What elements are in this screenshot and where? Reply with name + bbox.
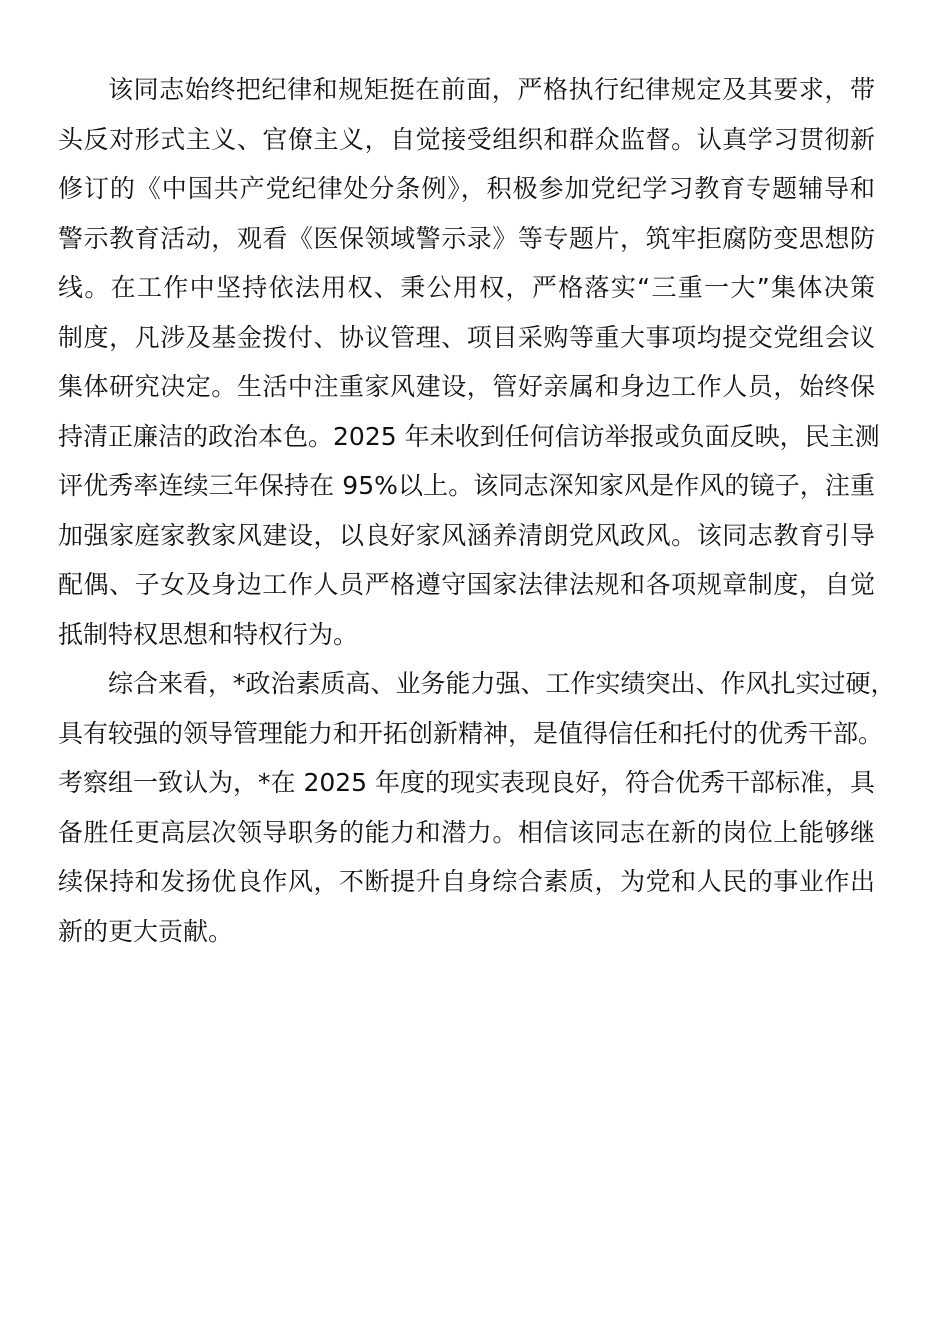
text-line: 备胜任更高层次领导职务的能力和潜力。相信该同志在新的岗位上能够继 (58, 817, 875, 847)
text-line: 警示教育活动，观看《医保领域警示录》等专题片，筑牢拒腐防变思想防 (58, 223, 875, 253)
text-line: 抵制特权思想和特权行为。 (58, 619, 359, 649)
text-line: 修订的《中国共产党纪律处分条例》，积极参加党纪学习教育专题辅导和 (58, 174, 875, 203)
text-line: 线。在工作中坚持依法用权、秉公用权，严格落实“三重一大”集体决策 (58, 273, 875, 302)
text-line: 新的更大贡献。 (58, 916, 234, 946)
text-line: 持清正廉洁的政治本色。2025 年未收到任何信访举报或负面反映，民主测 (58, 421, 880, 451)
text-line: 配偶、子女及身边工作人员严格遵守国家法律法规和各项规章制度，自觉 (58, 570, 875, 599)
text-line: 加强家庭家教家风建设，以良好家风涵养清朗党风政风。该同志教育引导 (58, 520, 875, 550)
text-line: 考察组一致认为，*在 2025 年度的现实表现良好，符合优秀干部标准，具 (58, 768, 876, 797)
text-line: 该同志始终把纪律和规矩挺在前面，严格执行纪律规定及其要求，带 (108, 75, 875, 104)
text-line: 制度，凡涉及基金拨付、协议管理、项目采购等重大事项均提交党组会议 (58, 322, 875, 352)
text-line: 续保持和发扬优良作风，不断提升自身综合素质，为党和人民的事业作出 (58, 867, 875, 896)
text-line: 评优秀率连续三年保持在 95%以上。该同志深知家风是作风的镜子，注重 (58, 471, 875, 500)
paragraph-conclusion (58, 659, 896, 956)
text-line: 头反对形式主义、官僚主义，自觉接受组织和群众监督。认真学习贯彻新 (58, 124, 875, 154)
text-line: 具有较强的领导管理能力和开拓创新精神，是值得信任和托付的优秀干部。 (58, 718, 884, 748)
text-line: 综合来看，*政治素质高、业务能力强、工作实绩突出、作风扎实过硬， (108, 669, 896, 698)
text-line: 集体研究决定。生活中注重家风建设，管好亲属和身边工作人员，始终保 (58, 372, 875, 401)
paragraph-integrity (58, 65, 880, 659)
document-page (58, 65, 896, 956)
